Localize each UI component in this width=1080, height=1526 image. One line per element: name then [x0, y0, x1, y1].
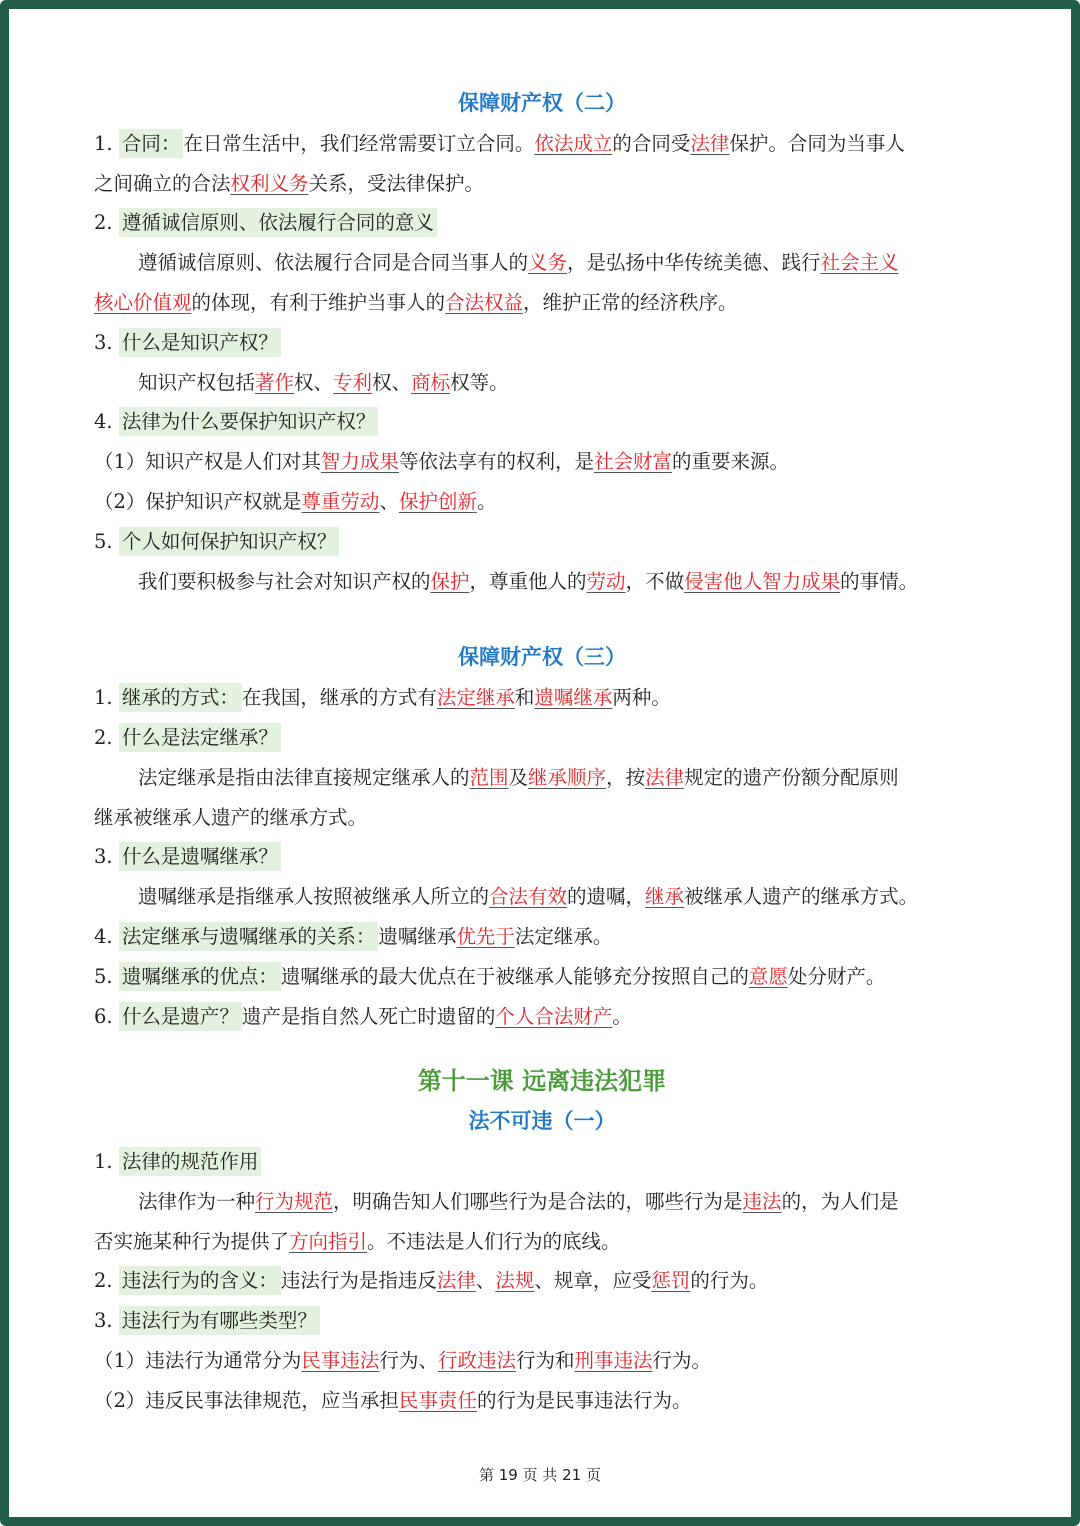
text: 、规章，应受	[534, 1269, 652, 1293]
paragraph-line	[94, 482, 990, 522]
highlighted-term: 遗嘱继承的优点：	[119, 962, 281, 991]
text: 的体现，有利于维护当事人的	[191, 290, 446, 314]
item-number: 1.	[94, 131, 119, 155]
highlighted-term: 继承的方式：	[119, 683, 242, 712]
paragraph-line	[94, 957, 990, 997]
keyword: 劳动	[586, 569, 626, 593]
text: 被继承人遗产的继承方式。	[684, 885, 919, 909]
text: 等依法享有的权利，是	[398, 450, 594, 474]
paragraph-line	[94, 1261, 990, 1301]
text: 我们要积极参与社会对知识产权的	[138, 569, 431, 593]
keyword: 法规	[495, 1269, 535, 1293]
text: 及	[508, 765, 529, 789]
text: ，尊重他人的	[469, 569, 587, 593]
question-line	[94, 1301, 990, 1341]
paragraph-line	[94, 442, 990, 482]
keyword: 合法有效	[489, 885, 568, 909]
keyword: 刑事违法	[574, 1348, 653, 1372]
item-number: 3.	[94, 845, 119, 869]
text: 。不违法是人们行为的底线。	[367, 1229, 621, 1253]
item-number: 1.	[94, 686, 119, 710]
text: 的，为人们是	[781, 1189, 899, 1213]
text: 否实施某种行为提供了	[94, 1229, 290, 1253]
paragraph-line	[94, 877, 990, 917]
item-number: 3.	[94, 1309, 119, 1333]
keyword: 核心价值观	[94, 290, 192, 314]
paragraph-line	[94, 917, 990, 957]
section-title-property-3: 保障财产权（三）	[458, 645, 626, 670]
paragraph-line	[94, 1182, 990, 1222]
text: 知识产权包括	[138, 370, 256, 394]
lesson-title: 第十一课 远离违法犯罪	[417, 1067, 667, 1096]
question-line	[94, 718, 990, 758]
keyword: 社会主义	[820, 251, 899, 275]
question-line	[94, 203, 990, 243]
item-number: 4.	[94, 924, 119, 948]
keyword: 继承	[645, 885, 685, 909]
item-number: 3.	[94, 330, 119, 354]
question-line	[94, 323, 990, 363]
text: （1）知识产权是人们对其	[94, 450, 321, 474]
text: （2）保护知识产权就是	[94, 489, 302, 513]
highlighted-term: 合同：	[119, 129, 184, 158]
item-number: 5.	[94, 964, 119, 988]
keyword: 方向指引	[289, 1229, 368, 1253]
text: 、	[475, 1269, 496, 1293]
text: 行为。	[652, 1348, 712, 1372]
text: 和	[514, 686, 535, 710]
highlighted-term: 遵循诚信原则、依法履行合同的意义	[119, 208, 437, 237]
text: 两种。	[612, 686, 671, 710]
text: 处分财产。	[787, 964, 886, 988]
text: 在我国，继承的方式有	[241, 686, 437, 710]
question-line	[94, 837, 990, 877]
keyword: 意愿	[748, 964, 788, 988]
keyword: 民事违法	[301, 1348, 380, 1372]
keyword: 民事责任	[398, 1388, 477, 1412]
item-number: 2.	[94, 1269, 119, 1293]
keyword: 著作	[255, 370, 295, 394]
text: 行为和	[515, 1348, 575, 1372]
question-line	[94, 522, 990, 562]
text: 法律作为一种	[138, 1189, 256, 1213]
text: 继承被继承人遗产的继承方式。	[94, 805, 368, 829]
keyword: 依法成立	[534, 131, 613, 155]
paragraph-line	[94, 363, 990, 403]
item-number: 4.	[94, 410, 119, 434]
paragraph-line	[94, 1222, 990, 1262]
keyword: 社会财富	[593, 450, 672, 474]
keyword: 个人合法财产	[495, 1004, 613, 1028]
highlighted-term: 什么是遗产？	[119, 1002, 242, 1031]
keyword: 法律	[645, 765, 685, 789]
paragraph-line	[94, 283, 990, 323]
paragraph-line	[94, 798, 990, 838]
text: 遗嘱继承的最大优点在于被继承人能够充分按照自己的	[280, 964, 749, 988]
highlighted-term: 法律的规范作用	[119, 1147, 262, 1176]
highlighted-term: 个人如何保护知识产权？	[119, 527, 340, 556]
paragraph-line	[94, 1341, 990, 1381]
paragraph-line	[94, 678, 990, 718]
text: 权、	[372, 370, 412, 394]
page-footer: 第 19 页 共 21 页	[478, 1466, 601, 1484]
keyword: 法律	[690, 131, 730, 155]
text: 。	[612, 1004, 632, 1028]
keyword: 法定继承	[436, 686, 515, 710]
text: 规定的遗产份额分配原则	[684, 765, 899, 789]
keyword: 智力成果	[320, 450, 399, 474]
text: 遗嘱继承	[378, 924, 457, 948]
text: 之间确立的合法	[94, 171, 231, 195]
item-number: 6.	[94, 1004, 119, 1028]
keyword: 商标	[411, 370, 451, 394]
keyword: 侵害他人智力成果	[684, 569, 841, 593]
text: ，不做	[625, 569, 685, 593]
text: 违法行为是指违反	[280, 1269, 437, 1293]
highlighted-term: 违法行为的含义：	[119, 1266, 281, 1295]
keyword: 继承顺序	[528, 765, 607, 789]
text: 在日常生活中，我们经常需要订立合同。	[183, 131, 535, 155]
section-gap	[94, 601, 990, 638]
item-number: 2.	[94, 725, 119, 749]
text: 遗产是指自然人死亡时遗留的	[241, 1004, 496, 1028]
keyword: 尊重劳动	[301, 489, 380, 513]
highlighted-term: 违法行为有哪些类型？	[119, 1306, 320, 1335]
text: 遵循诚信原则、依法履行合同是合同当事人的	[138, 251, 529, 275]
highlighted-term: 法定继承与遗嘱继承的关系：	[119, 922, 379, 951]
keyword: 义务	[528, 251, 568, 275]
text: 。	[476, 489, 497, 513]
item-number: 1.	[94, 1149, 119, 1173]
text: 权、	[294, 370, 334, 394]
highlighted-term: 什么是法定继承？	[119, 723, 281, 752]
keyword: 行为规范	[255, 1189, 334, 1213]
text: （2）违反民事法律规范，应当承担	[94, 1388, 399, 1412]
text: 法定继承是指由法律直接规定继承人的	[138, 765, 470, 789]
section-gap	[94, 1036, 990, 1062]
text: 的合同受	[612, 131, 691, 155]
text: 权等。	[450, 370, 509, 394]
keyword: 行政违法	[437, 1348, 516, 1372]
text: ，维护正常的经济秩序。	[523, 290, 738, 314]
text: 法定继承。	[514, 924, 613, 948]
section-title-property-2: 保障财产权（二）	[458, 91, 626, 115]
text: ，按	[606, 765, 646, 789]
paragraph-line	[94, 164, 990, 204]
paragraph-line	[94, 997, 990, 1037]
text: 行为、	[379, 1348, 438, 1372]
text: 的事情。	[840, 569, 919, 593]
paragraph-line	[94, 1381, 990, 1421]
text: （1）违法行为通常分为	[94, 1348, 302, 1372]
text: ，明确告知人们哪些行为是合法的，哪些行为是	[333, 1189, 743, 1213]
highlighted-term: 什么是知识产权？	[119, 328, 281, 357]
keyword: 违法	[742, 1189, 782, 1213]
keyword: 保护	[430, 569, 470, 593]
question-line	[94, 402, 990, 442]
question-line	[94, 1142, 990, 1182]
text: 关系，受法律保护。	[308, 171, 485, 195]
paragraph-line	[94, 758, 990, 798]
keyword: 法律	[436, 1269, 476, 1293]
keyword: 专利	[333, 370, 373, 394]
item-number: 5.	[94, 529, 119, 553]
paragraph-line	[94, 243, 990, 283]
text: 的遗嘱，	[567, 885, 646, 909]
text: ，是弘扬中华传统美德、践行	[567, 251, 821, 275]
keyword: 合法权益	[445, 290, 524, 314]
text: 的行为是民事违法行为。	[476, 1388, 692, 1412]
keyword: 权利义务	[230, 171, 309, 195]
document-page	[94, 84, 990, 1421]
keyword: 优先于	[456, 924, 515, 948]
highlighted-term: 法律为什么要保护知识产权？	[119, 407, 379, 436]
text: 保护。合同为当事人	[729, 131, 905, 155]
keyword: 保护创新	[398, 489, 477, 513]
text: 遗嘱继承是指继承人按照被继承人所立的	[138, 885, 490, 909]
section-title-law: 法不可违（一）	[468, 1109, 616, 1134]
paragraph-line	[94, 562, 990, 602]
keyword: 惩罚	[651, 1269, 691, 1293]
paragraph-line	[94, 124, 990, 164]
keyword: 遗嘱继承	[534, 686, 613, 710]
keyword: 范围	[469, 765, 509, 789]
text: 的重要来源。	[671, 450, 789, 474]
text: 、	[379, 489, 399, 513]
text: 的行为。	[690, 1269, 769, 1293]
highlighted-term: 什么是遗嘱继承？	[119, 842, 281, 871]
item-number: 2.	[94, 211, 119, 235]
